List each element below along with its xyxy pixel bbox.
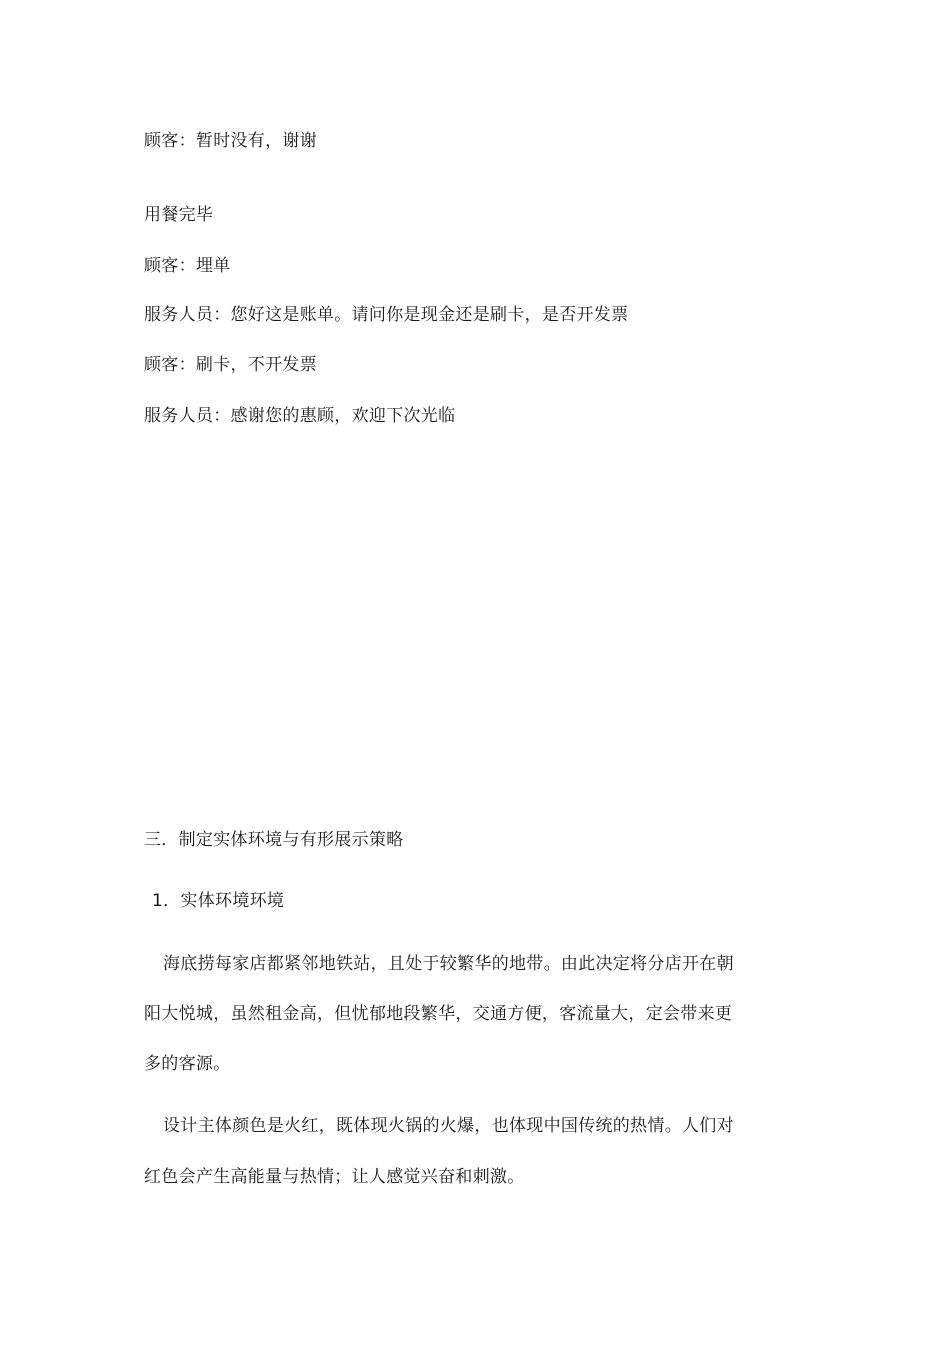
paragraph-line: 阳大悦城，虽然租金高，但忧郁地段繁华，交通方便，客流量大，定会带来更 [144,1004,733,1024]
dialogue-line: 顾客：埋单 [144,256,231,276]
dialogue-line: 顾客：暂时没有，谢谢 [144,131,317,151]
section-heading: 三．制定实体环境与有形展示策略 [144,830,404,850]
dialogue-line: 服务人员：您好这是账单。请问你是现金还是刷卡，是否开发票 [144,305,629,325]
dialogue-line: 顾客：刷卡，不开发票 [144,355,317,375]
paragraph-line: 设计主体颜色是火红，既体现火锅的火爆，也体现中国传统的热情。人们对 [163,1116,734,1136]
dialogue-line: 用餐完毕 [144,205,214,225]
dialogue-line: 服务人员：感谢您的惠顾，欢迎下次光临 [144,406,456,426]
paragraph-line: 海底捞每家店都紧邻地铁站，且处于较繁华的地带。由此决定将分店开在朝 [163,954,734,974]
subsection-heading: 1．实体环境环境 [152,891,285,911]
paragraph-line: 红色会产生高能量与热情；让人感觉兴奋和刺激。 [144,1167,525,1187]
paragraph-line: 多的客源。 [144,1054,231,1074]
